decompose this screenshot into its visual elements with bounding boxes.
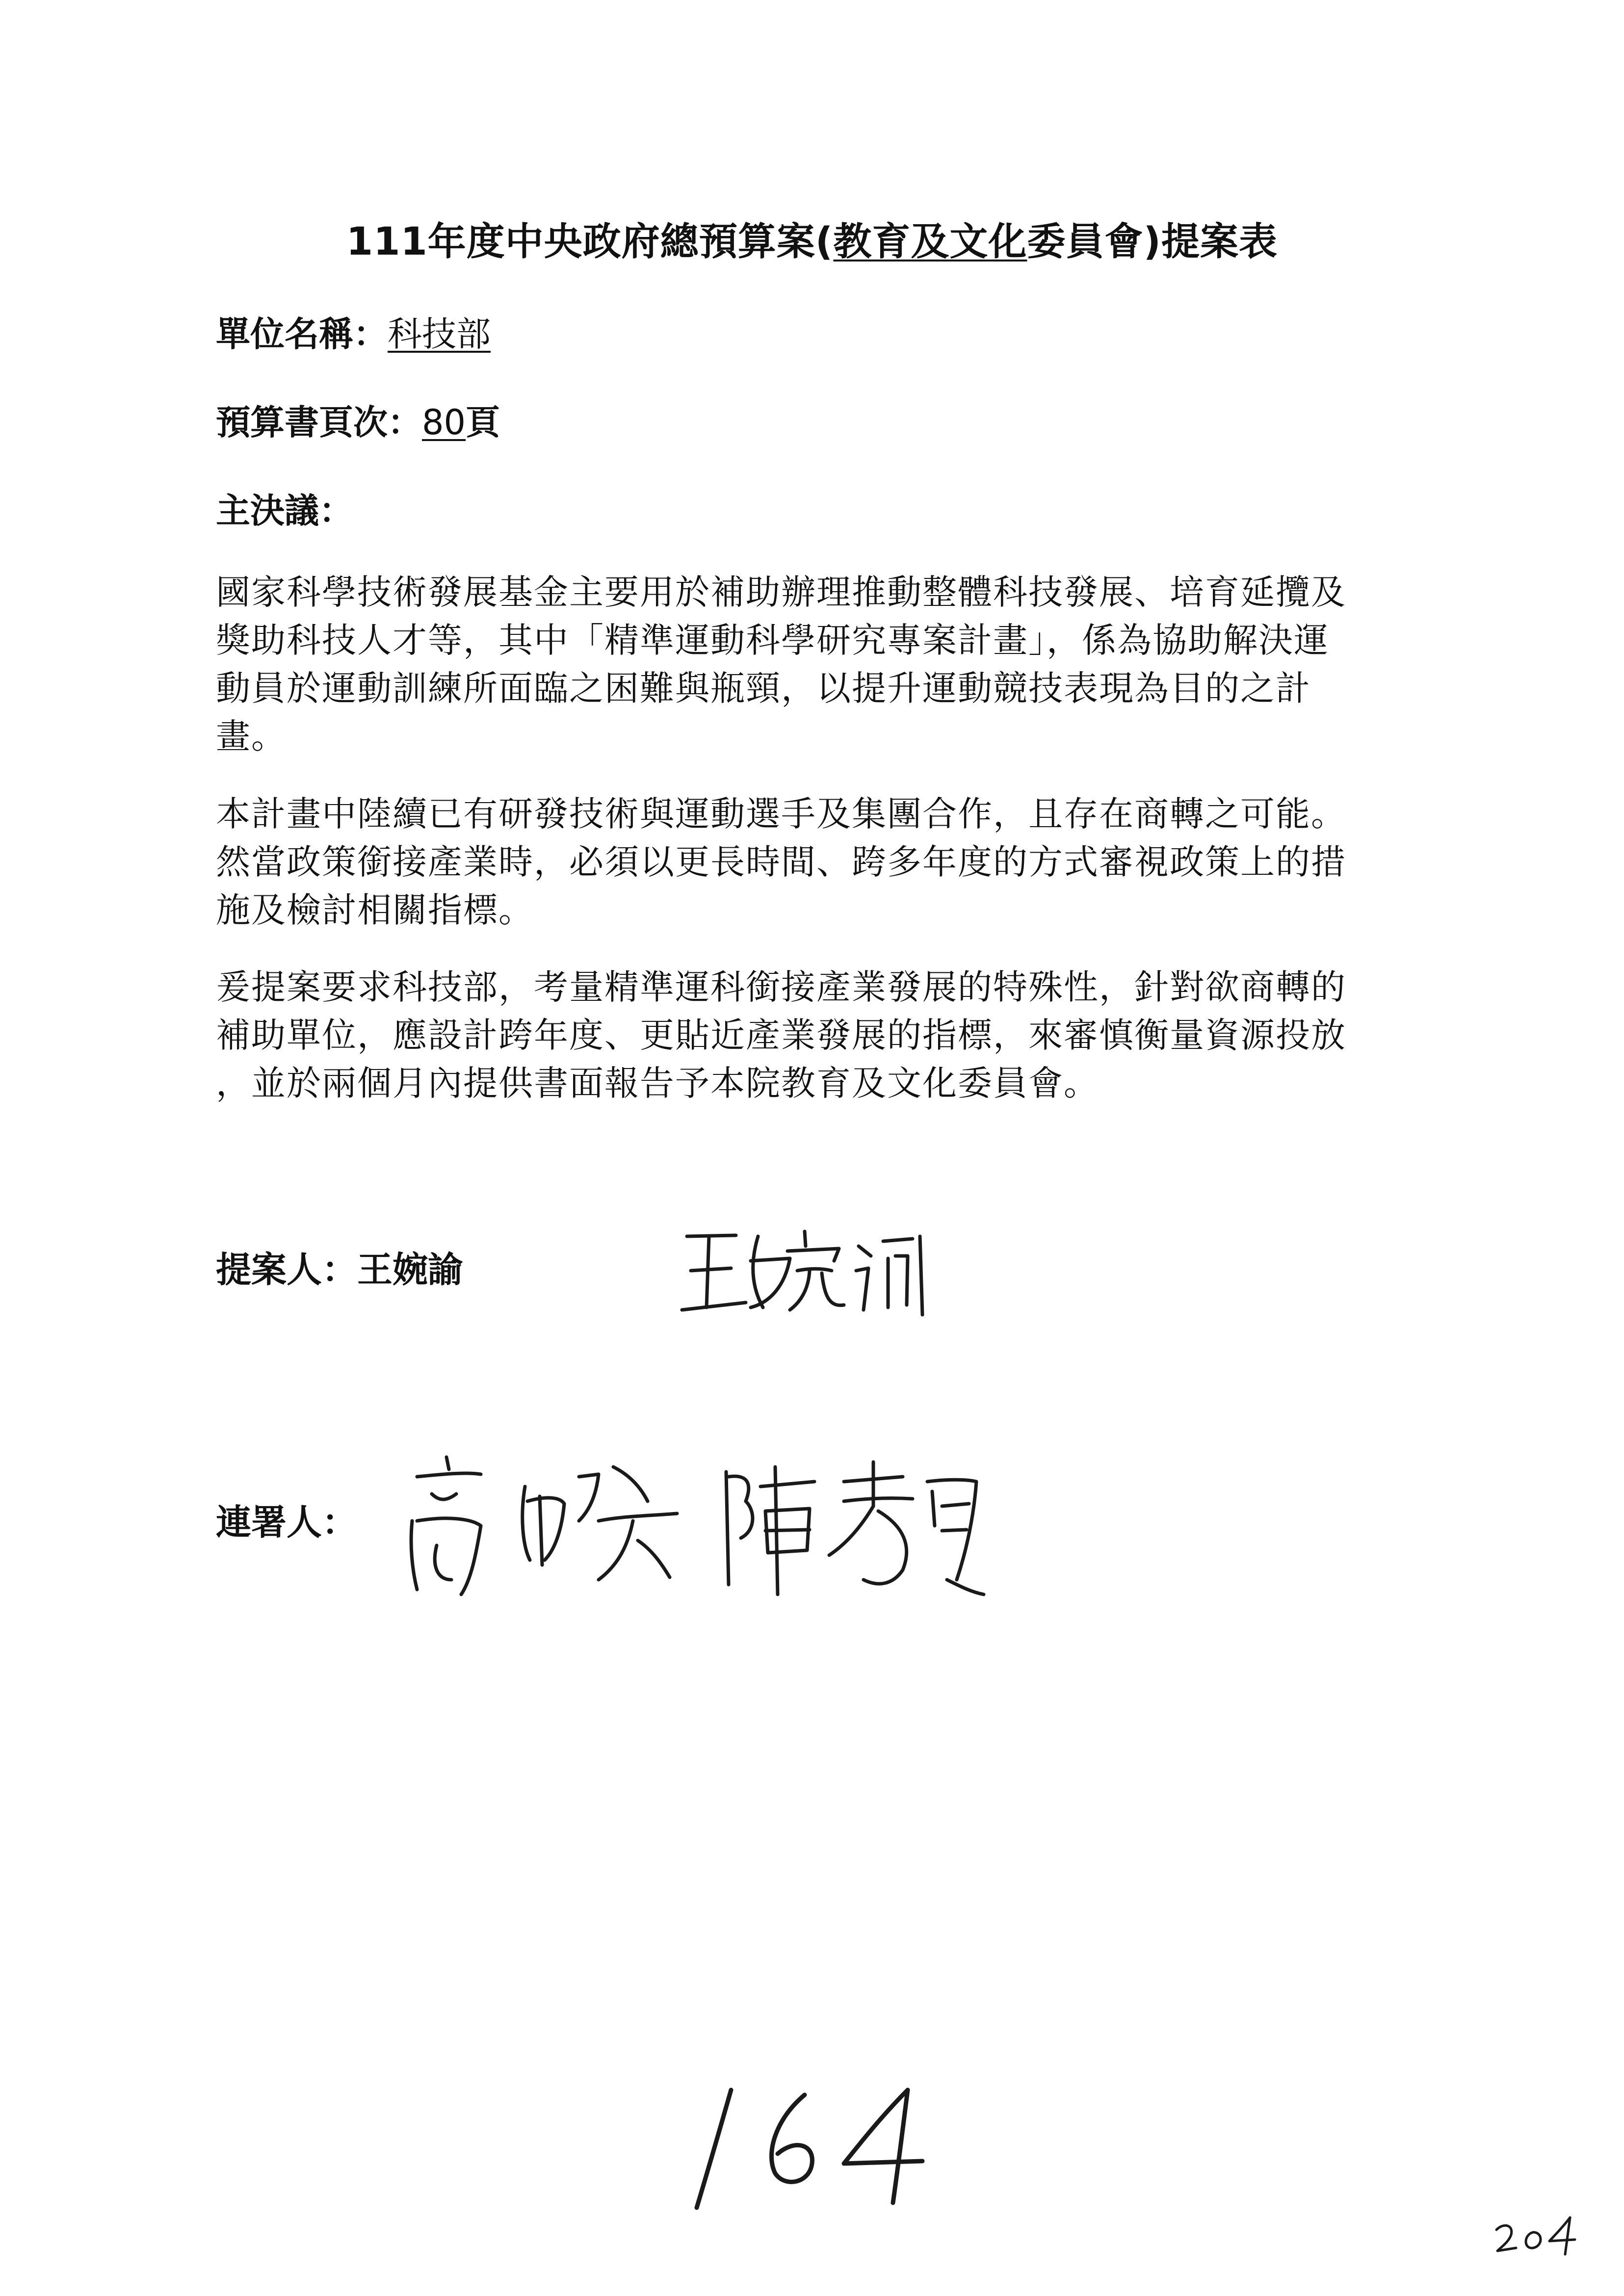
paragraph-2-line: 本計畫中陸續已有研發技術與運動選手及集團合作，且存在商轉之可能。 — [216, 794, 1346, 834]
paragraph-3 — [216, 963, 1452, 1107]
unit-label: 單位名稱： — [216, 314, 388, 354]
paragraph-1-line: 獎助科技人才等，其中「精準運動科學研究專案計畫」，係為協助解決運 — [216, 620, 1329, 660]
unit-field — [216, 307, 491, 356]
title-prefix: 111年度中央政府總預算案( — [346, 220, 834, 264]
paragraph-1-line: 動員於運動訓練所面臨之困難與瓶頸，以提升運動競技表現為目的之計 — [216, 668, 1311, 708]
cosigner-label: 連署人： — [216, 1502, 358, 1543]
paragraph-2-line: 然當政策銜接產業時，必須以更長時間、跨多年度的方式審視政策上的措 — [216, 842, 1346, 882]
budget-page-suffix: 頁 — [466, 402, 500, 443]
budget-page-field — [216, 395, 500, 444]
budget-page-value: 80 — [422, 402, 466, 443]
resolution-label: 主決議： — [216, 491, 353, 531]
unit-value: 科技部 — [388, 314, 491, 354]
title-suffix: 委員會)提案表 — [1027, 220, 1278, 264]
page-number-handwritten — [677, 2075, 932, 2222]
paragraph-3-line: 補助單位，應設計跨年度、更貼近產業發展的指標，來審慎衡量資源投放 — [216, 1015, 1346, 1055]
proposer-label: 提案人：王婉諭 — [216, 1249, 464, 1290]
paragraph-3-line: 爰提案要求科技部，考量精準運科銜接產業發展的特殊性，針對欲商轉的 — [216, 967, 1346, 1007]
paragraph-3-line: ，並於兩個月內提供書面報告予本院教育及文化委員會。 — [216, 1063, 1099, 1103]
page-title — [0, 211, 1624, 266]
budget-page-label: 預算書頁次： — [216, 402, 422, 443]
paragraph-1-line: 畫。 — [216, 716, 287, 757]
paragraph-2 — [216, 790, 1452, 934]
proposer-signature — [677, 1217, 932, 1320]
corner-number-handwritten — [1492, 2213, 1580, 2257]
paragraph-2-line: 施及檢討相關指標。 — [216, 890, 534, 930]
cosigner-signature-1 — [402, 1447, 697, 1604]
paragraph-1-line: 國家科學技術發展基金主要用於補助辦理推動整體科技發展、培育延攬及 — [216, 572, 1346, 612]
title-committee: 教育及文化 — [833, 220, 1027, 264]
paragraph-1 — [216, 568, 1452, 760]
cosigner-signature-2 — [716, 1452, 991, 1599]
